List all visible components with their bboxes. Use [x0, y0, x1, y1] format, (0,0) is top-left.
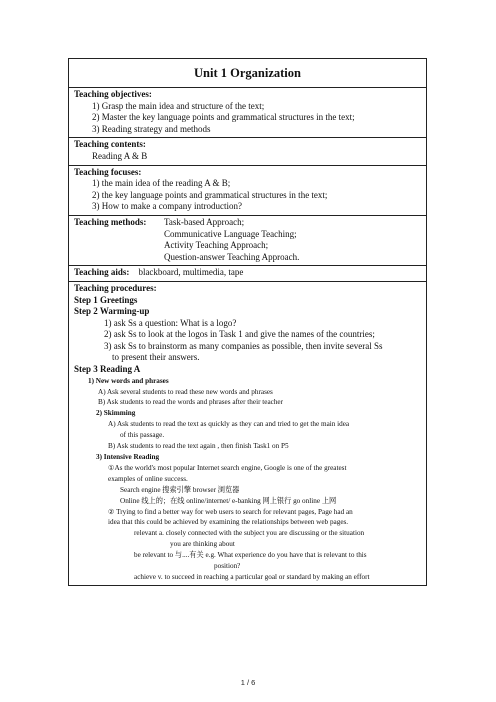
focus-item: 1) the main idea of the reading A & B; [92, 178, 231, 189]
vocabulary-note: position? [214, 562, 241, 571]
focus-item: 2) the key language points and grammatical structures in the text; [92, 189, 328, 200]
vocabulary-note: Online 线上的；在线 online/internet/ e-banking 网上银行 go online 上网 [120, 496, 337, 505]
focuses-heading: Teaching focuses: [74, 166, 142, 177]
vocabulary-note: you are thinking about [170, 540, 235, 549]
intensive-reading-heading: 3) Intensive Reading [96, 453, 160, 461]
step-2-item: 3) ask Ss to brainstorm as many companies as possible, then invite several Ss [104, 340, 383, 351]
vocabulary-note: relevant a. closely connected with the subject you are discussing or the situation [134, 529, 365, 538]
procedures-heading: Teaching procedures: [74, 282, 157, 293]
method-item: Activity Teaching Approach; [164, 240, 269, 251]
reading-sentence: idea that this could be achieved by examining the relationships between web pages. [108, 518, 349, 527]
objective-item: 3) Reading strategy and methods [92, 123, 211, 134]
aids-row [69, 266, 427, 282]
skimming-item: of this passage. [120, 431, 165, 440]
vocabulary-note: achieve v. to succeed in reaching a particular goal or standard by making an effort [134, 572, 370, 581]
methods-row [69, 215, 427, 265]
aids-value: blackboard, multimedia, tape [138, 267, 244, 278]
procedures-row [69, 281, 427, 585]
method-item: Task-based Approach; [164, 216, 245, 227]
focuses-row [69, 165, 427, 215]
new-words-item: B) Ask students to read the words and phrases after their teacher [98, 398, 284, 407]
skimming-heading: 2) Skimming [96, 409, 136, 418]
methods-heading: Teaching methods: [74, 216, 147, 227]
reading-sentence: examples of online success. [108, 474, 188, 483]
method-item: Communicative Language Teaching; [164, 228, 297, 239]
contents-row [69, 138, 427, 165]
method-item: Question-answer Teaching Approach. [164, 251, 300, 262]
skimming-item: A) Ask students to read the text as quickly as they can and tried to get the main idea [108, 420, 350, 429]
step-2-item: 1) ask Ss a question: What is a logo? [104, 317, 237, 328]
step-3: Step 3 Reading A [74, 364, 141, 375]
objectives-row [69, 88, 427, 138]
objectives-heading: Teaching objectives: [74, 89, 152, 99]
vocabulary-note: be relevant to 与....有关 e.g. What experience do you have that is relevant to this [134, 551, 367, 560]
focus-item: 3) How to make a company introduction? [92, 201, 242, 212]
contents-item: Reading A & B [92, 150, 148, 161]
reading-sentence: ①As the world's most popular Internet search engine, Google is one of the greatest [108, 463, 347, 472]
objective-item: 2) Master the key language points and grammatical structures in the text; [92, 112, 355, 123]
skimming-item: B) Ask students to read the text again , then finish Task1 on P5 [108, 442, 289, 451]
vocabulary-note: Search engine 搜索引擎 browser 浏览器 [120, 485, 240, 494]
contents-heading: Teaching contents: [74, 139, 146, 150]
reading-sentence: ② Trying to find a better way for web users to search for relevant pages, Page had an [108, 507, 353, 516]
objective-item: 1) Grasp the main idea and structure of the text; [92, 100, 265, 111]
title-row [69, 59, 427, 88]
lesson-plan-table [68, 58, 427, 586]
aids-heading: Teaching aids: [74, 267, 130, 278]
step-2-item: 2) ask Ss to look at the logos in Task 1 and give the names of the countries; [104, 329, 375, 340]
step-2-item: to present their answers. [112, 352, 200, 363]
new-words-heading: 1) New words and phrases [88, 376, 169, 385]
step-1: Step 1 Greetings [74, 294, 138, 305]
step-2: Step 2 Warming-up [74, 306, 150, 317]
new-words-item: A) Ask several students to read these new words and phrases [98, 387, 273, 396]
page-number: 1 / 6 [240, 678, 256, 687]
page-title: Unit 1 Organization [69, 59, 427, 88]
